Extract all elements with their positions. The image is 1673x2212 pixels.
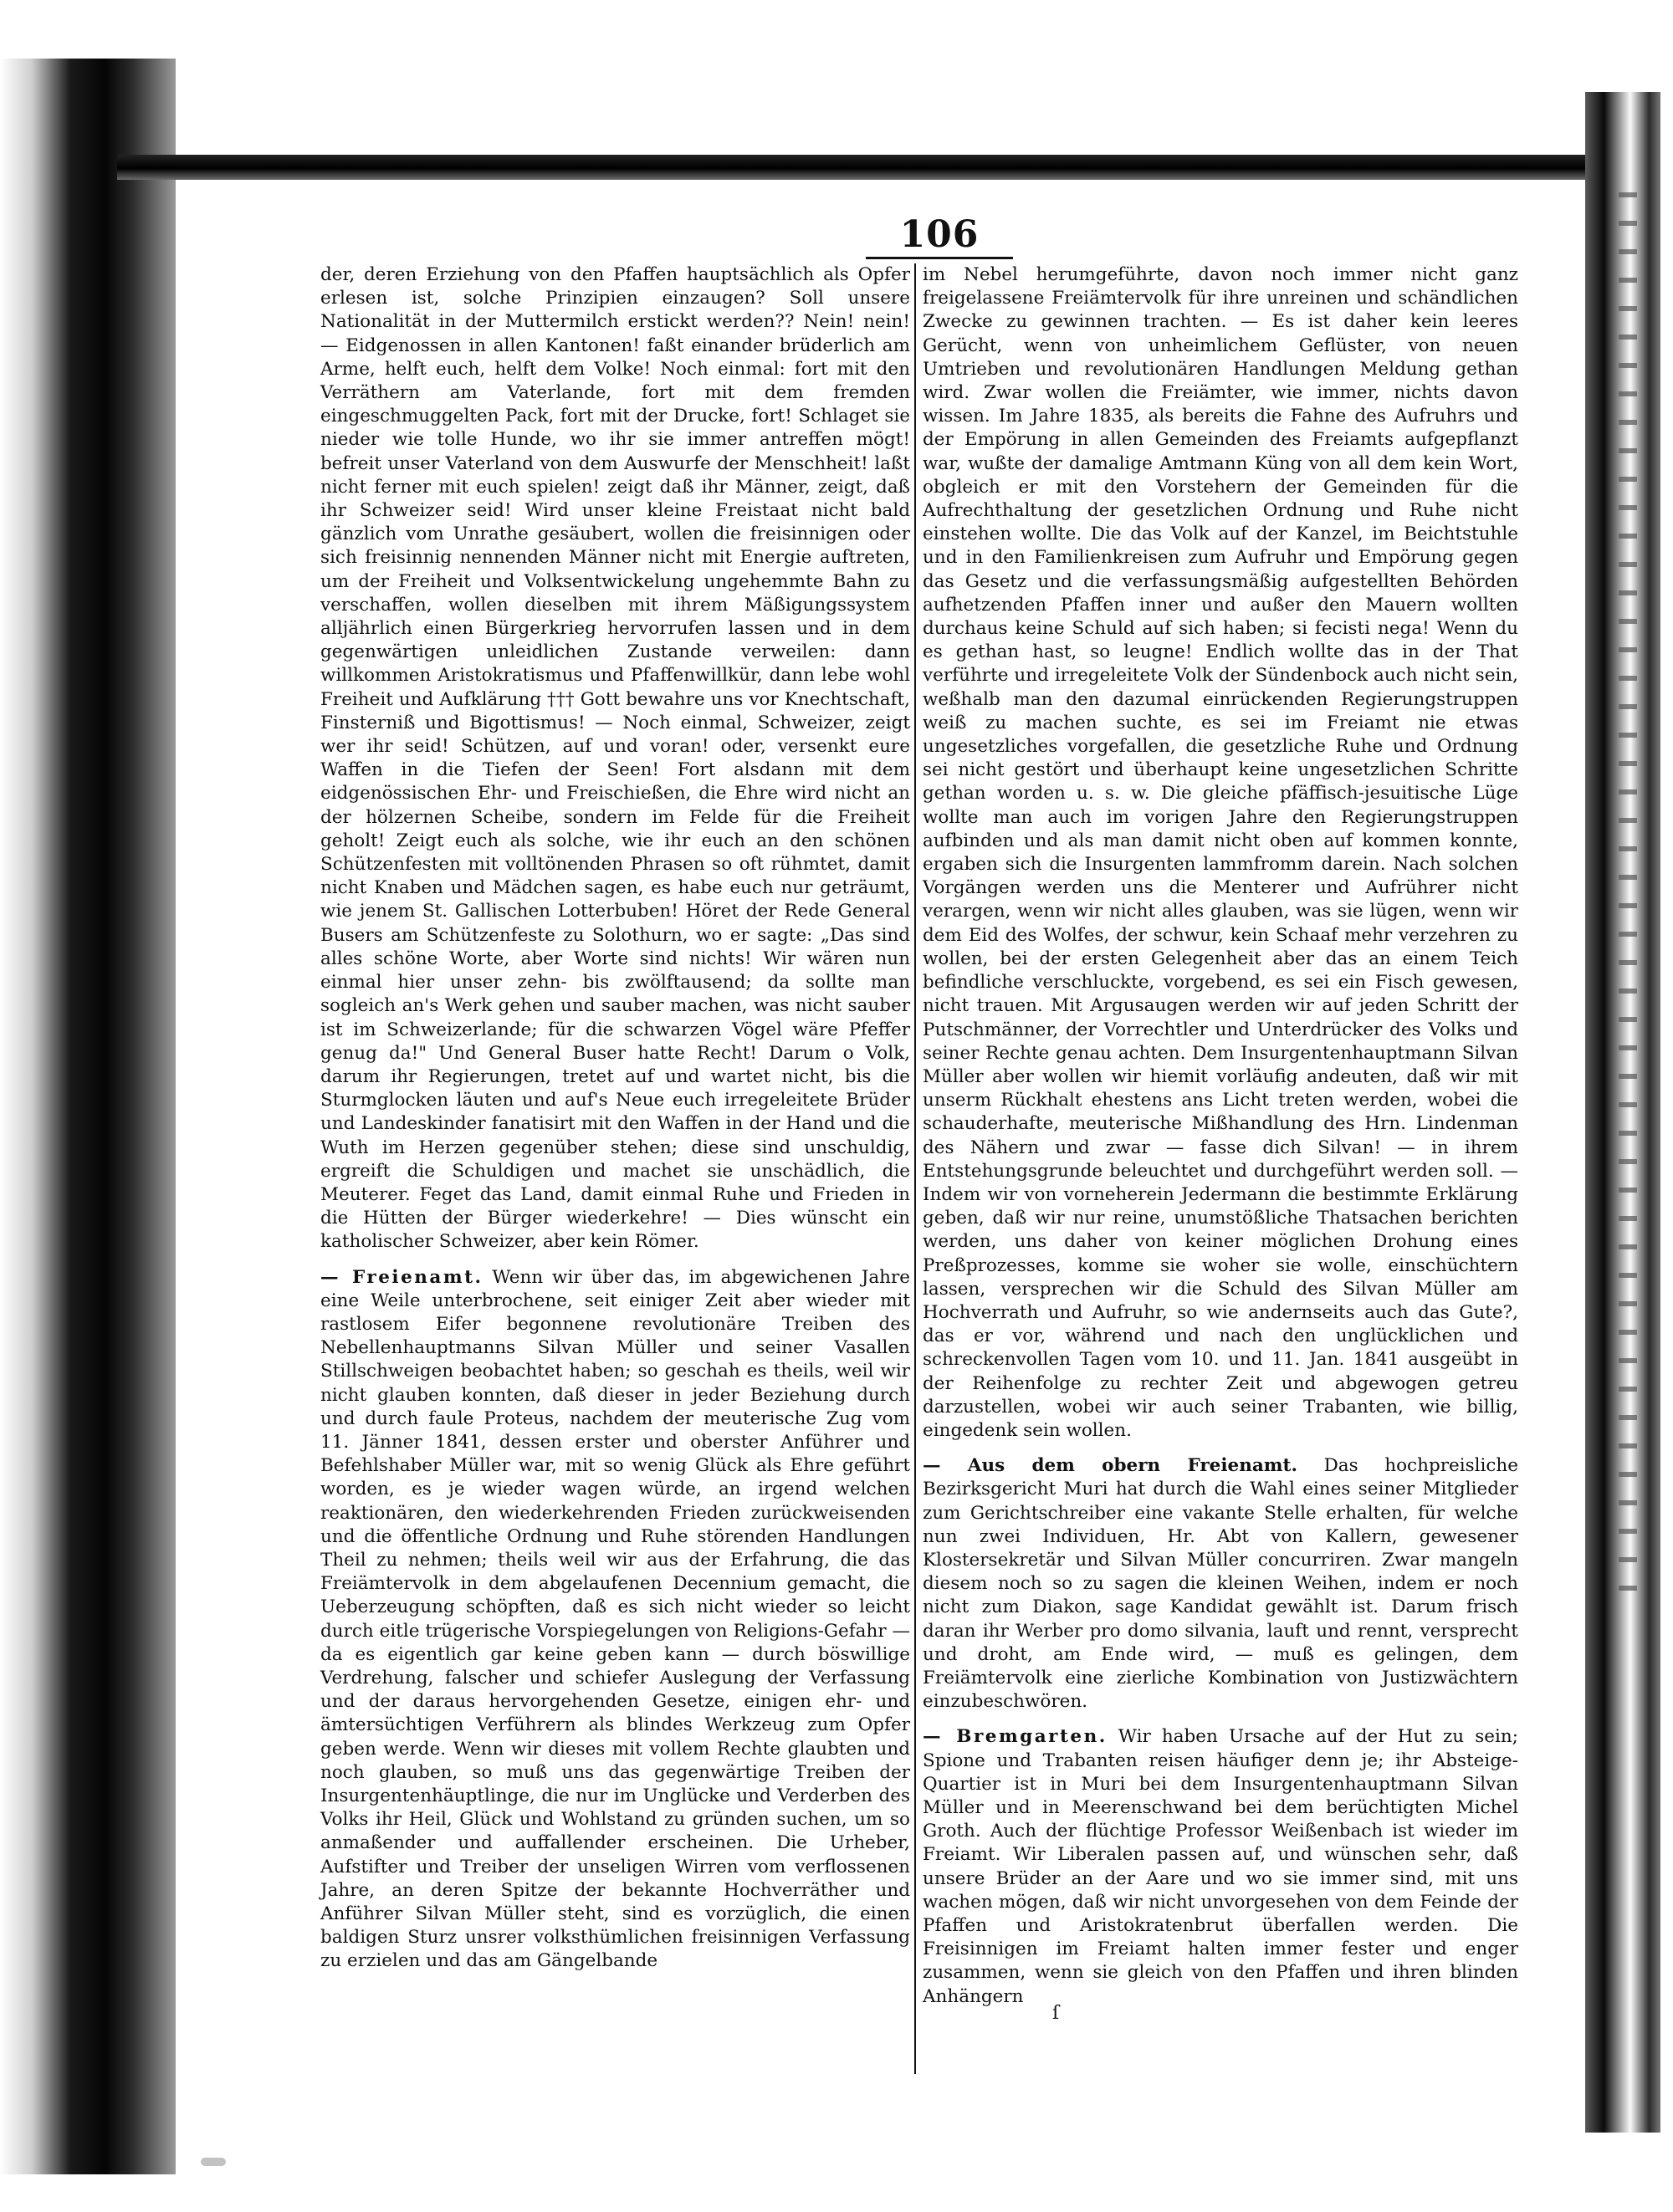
article-freienamt (320, 1266, 910, 1974)
header-rule (866, 257, 1013, 259)
ink-smudge (201, 2158, 226, 2166)
scan-shadow-top (117, 155, 1631, 180)
adjacent-page-text-sliver (1619, 192, 1637, 1614)
article-obern-freienamt (923, 1454, 1518, 1714)
article-continuation-right: im Nebel herumgeführte, davon noch immer nicht ganz freigelassene Freiämtervolk für ihre unreinen und schändlichen Zwecke zu gewinnen trachten. — Es ist daher kein leeres Gerücht, wenn von unheimlichem Geflüster, von neuen Umtrieben und revolutionären Handlungen Meldung gethan wird. Zwar wollen die Freiämter, wie immer, nichts davon wissen. Im Jahre 1835, als bereits die Fahne des Aufruhrs und der Empörung in allen Gemeinden des Freiamts aufgepflanzt war, wußte der damalige Amtmann Küng von all dem kein Wort, obgleich er mit den Vorstehern der Gemeinden für die Aufrechthaltung der gesetzlichen Ordnung und Ruhe nicht einstehen wollte. Die das Volk auf der Kanzel, im Beichtstuhle und in den Familienkreisen zum Aufruhr und Empörung gegen das Gesetz und die verfassungsmäßig aufgestellten Behörden aufhetzenden Pfaffen inner und außer den Mauern wollten durchaus keine Schuld auf sich haben; si fecisti nega! Wenn du es gethan hast, so leugne! Endlich wollte das in der That verführte und irregeleitete Volk der Sündenbock auch nicht sein, weßhalb man den dazumal einrückenden Regierungstruppen weiß zu machen suchte, es sei im Freiamt nie etwas ungesetzliches vorgefallen, die gesetzliche Ruhe und Ordnung sei nicht gestört und überhaupt keine ungesetzlichen Schritte gethan worden u. s. w. Die gleiche pfäffisch-jesuitische Lüge wollte man auch im vorigen Jahre den Regierungstruppen aufbinden und als man damit nicht oben auf kommen konnte, ergaben sich die Insurgenten lammfromm darein. Nach solchen Vorgängen werden uns die Menterer und Aufrührer nicht verargen, wenn wir nicht alles glauben, was sie lügen, wenn wir dem Eid des Wolfes, der schwur, kein Schaaf mehr verzehren zu wollen, bei der ersten Gelegenheit aber das an einem Teich befindliche verschluckte, vorgebend, es sei ein Fisch gewesen, nicht trauen. Mit Argusaugen werden wir auf jeden Schritt der Putschmänner, der Vorrechtler und Unterdrücker des Volks und seiner Rechte genau achten. Dem Insurgentenhauptmann Silvan Müller aber wollen wir hiemit vorläufig andeuten, daß wir mit unserm Rückhalt ehestens ans Licht treten werden, wobei die schauderhafte, meuterische Mißhandlung des Hrn. Lindenman des Nähern und zwar — fasse dich Silvan! — in ihrem Entstehungsgrunde beleuchtet und durchgeführt werden soll. — Indem wir von vorneherein Jedermann die bestimmte Erklärung geben, daß wir nur reine, unumstößliche Thatsachen berichten werden, uns daher von keiner möglichen Drohung eines Preßprozesses, komme sie woher sie wolle, einschüchtern lassen, versprechen wir die Schuld des Silvan Müller am Hochverrath und Aufruhr, so wie andernseits auch das Gute?, das er vor, während und nach den unglücklichen und schreckenvollen Tagen vom 10. und 11. Jan. 1841 ausgeübt in der Reihenfolge zu rechter Zeit und abgewogen getreu darzustellen, wobei wir auch seiner Trabanten, wie billig, eingedenk sein wollen. (923, 264, 1518, 1441)
article-body-bremgarten: Wir haben Ursache auf der Hut zu sein; Spione und Trabanten reisen häufiger denn je; ihr Absteige-Quartier ist in Muri bei dem Insurgentenhauptmann Silvan Müller und in Meerenschwand bei dem berüchtigten Michel Groth. Auch der flüchtige Professor Weißenbach ist wieder im Freiamt. Wir Liberalen passen auf, und wünschen sehr, daß unsere Brüder an der Aare und wo sie immer sind, mit uns wachen mögen, daß wir nicht unvorgesehen von dem Feinde der Pfaffen und Aristokratenbrut überfallen werden. Die Freisinnigen im Freiamt halten immer fester und enger zusammen, wenn sie gleich von den Pfaffen und ihren blinden Anhängern (923, 1726, 1518, 2007)
article-body-freienamt: Wenn wir über das, im abgewichenen Jahre eine Weile unterbrochene, seit einiger Zeit aber wieder mit rastlosem Eifer begonnene revolutionäre Treiben des Nebellenhauptmanns Silvan Müller und seiner Vasallen Stillschweigen beobachtet haben; so geschah es theils, weil wir nicht glauben konnten, daß dieser in jeder Beziehung durch und durch faule Proteus, nachdem der meuterische Zug vom 11. Jänner 1841, dessen erster und oberster Anführer und Befehlshaber Müller war, mit so wenig Glück als Ehre geführt worden, es je wieder wagen würde, an irgend welchen reaktionären, den wiederkehrenden Frieden zurückweisenden und die öffentliche Ordnung und Ruhe störenden Handlungen Theil zu nehmen; theils weil wir aus der Erfahrung, die das Freiämtervolk in dem abgelaufenen Decennium gemacht, die Ueberzeugung schöpften, daß es sich nicht wieder so leicht durch eitle trügerische Vorspiegelungen von Religions-Gefahr — da es eigentlich gar keine geben kann — durch böswillige Verdrehung, falscher und schiefer Auslegung der Verfassung und der daraus hervorgehenden Gesetze, einigen ehr- und ämtersüchtigen Verführern als blindes Werkzeug zum Opfer geben werde. Wenn wir dieses mit vollem Rechte glaubten und noch glauben, so muß uns das gegenwärtige Treiben der Insurgentenhäuptlinge, die nur im Unglücke und Verderben des Volks ihr Heil, Glück und Wohlstand zu gründen suchen, um so anmaßender und auffallender erscheinen. Die Urheber, Aufstifter und Treiber der unseligen Wirren vom verflossenen Jahre, an deren Spitze der bekannte Hochverräther und Anführer Silvan Müller steht, sind es vorzüglich, die einen baldigen Sturz unsrer volksthümlichen freisinnigen Verfassung zu erzielen und das am Gängelbande (320, 1266, 911, 1972)
newspaper-page (180, 180, 1585, 2153)
right-column (923, 263, 1518, 2009)
column-divider (914, 263, 916, 2074)
article-heading-freienamt: — Freienamt. (320, 1266, 483, 1288)
article-bremgarten (923, 1725, 1518, 2008)
article-continuation: der, deren Erziehung von den Pfaffen hauptsächlich als Opfer erlesen ist, solche Prinzipien einzaugen? Soll unsere Nationalität in der Muttermilch erstickt werden?? Nein! nein! — Eidgenossen in allen Kantonen! faßt einander brüderlich am Arme, helft euch, helft dem Volke! Noch einmal: fort mit den Verräthern am Vaterlande, fort mit dem fremden eingeschmuggelten Pack, fort mit der Drucke, fort! Schlaget sie nieder wie tolle Hunde, wo ihr sie immer antreffen mögt! befreit unser Vaterland von dem Auswurfe der Menschheit! laßt nicht ferner mit euch spielen! zeigt daß ihr Männer, zeigt, daß ihr Schweizer seid! Wird unser kleine Freistaat nicht bald gänzlich vom Unrathe gesäubert, wollen die freisinnigen oder sich freisinnig nennenden Männer nicht mit Energie auftreten, um der Freiheit und Volksentwickelung ungehemmte Bahn zu verschaffen, wollen dieselben mit ihrem Mäßigungssystem alljährlich einen Bürgerkrieg hervorrufen lassen und in dem gegenwärtigen unleidlichen Zustande verweilen: dann willkommen Aristokratismus und Pfaffenwillkür, dann lebe wohl Freiheit und Aufklärung ††† Gott bewahre uns vor Knechtschaft, Finsterniß und Bigottismus! — Noch einmal, Schweizer, zeigt wer ihr seid! Schützen, auf und voran! oder, versenkt eure Waffen in die Tiefen der Seen! Fort alsdann mit dem eidgenössischen Ehr- und Freischießen, die Ehre wird nicht an der hölzernen Scheibe, sondern im Felde für die Freiheit geholt! Zeigt euch als solche, wie ihr euch an den schönen Schützenfesten mit volltönenden Phrasen so oft rühmtet, damit nicht Knaben und Mädchen sagen, es habe euch nur geträumt, wie jenem St. Gallischen Lotterbuben! Höret der Rede General Busers am Schützenfeste zu Solothurn, wo er sagte: „Das sind alles schöne Worte, aber Worte sind nichts! Wir wären nun einmal hier unser zehn- bis zwölftausend; da sollte man sogleich an's Werk gehen und sauber machen, was nicht sauber ist im Schweizerlande; für die schwarzen Vögel wäre Pfeffer genug da!" Und General Buser hatte Recht! Darum o Volk, darum ihr Regierungen, tretet auf und wartet nicht, bis die Sturmglocken läuten und auf's Neue euch irregeleitete Brüder und Landeskinder fanatisirt mit den Waffen in der Hand und die Wuth im Herzen gegenüber stehen; diese sind unschuldig, ergreift die Schuldigen und machet sie unschädlich, die Meuterer. Feget das Land, damit einmal Ruhe und Frieden in die Hütten der Bürger wiederkehre! — Dies wünscht ein katholischer Schweizer, aber kein Römer. (320, 264, 910, 1253)
left-column (320, 263, 910, 1974)
scan-shadow-left (0, 59, 176, 2174)
article-heading-obern-freienamt: — Aus dem obern Freienamt. (923, 1455, 1297, 1477)
page-number: 106 (899, 213, 980, 256)
article-body-obern-freienamt: Das hochpreisliche Bezirksgericht Muri hat durch die Wahl eines seiner Mitglieder zum Gerichtschreiber eine vakante Stelle erhalten, für welche nun zwei Individuen, Hr. Abt von Kallern, gewesener Klostersekretär und Silvan Müller concurriren. Zwar mangeln diesem noch so zu sagen die kleinen Weihen, indem er noch nicht zum Diakon, sage Kandidat gewählt ist. Darum frisch daran ihr Werber pro domo silvania, lauft und rennt, versprecht und droht, am Ende wird, — muß es gelingen, dem Freiämtervolk eine zierliche Kombination von Justizwächtern einzubeschwören. (923, 1455, 1518, 1713)
stray-ink-mark: ſ (1052, 2003, 1060, 2024)
article-heading-bremgarten: — Bremgarten. (923, 1726, 1108, 1748)
